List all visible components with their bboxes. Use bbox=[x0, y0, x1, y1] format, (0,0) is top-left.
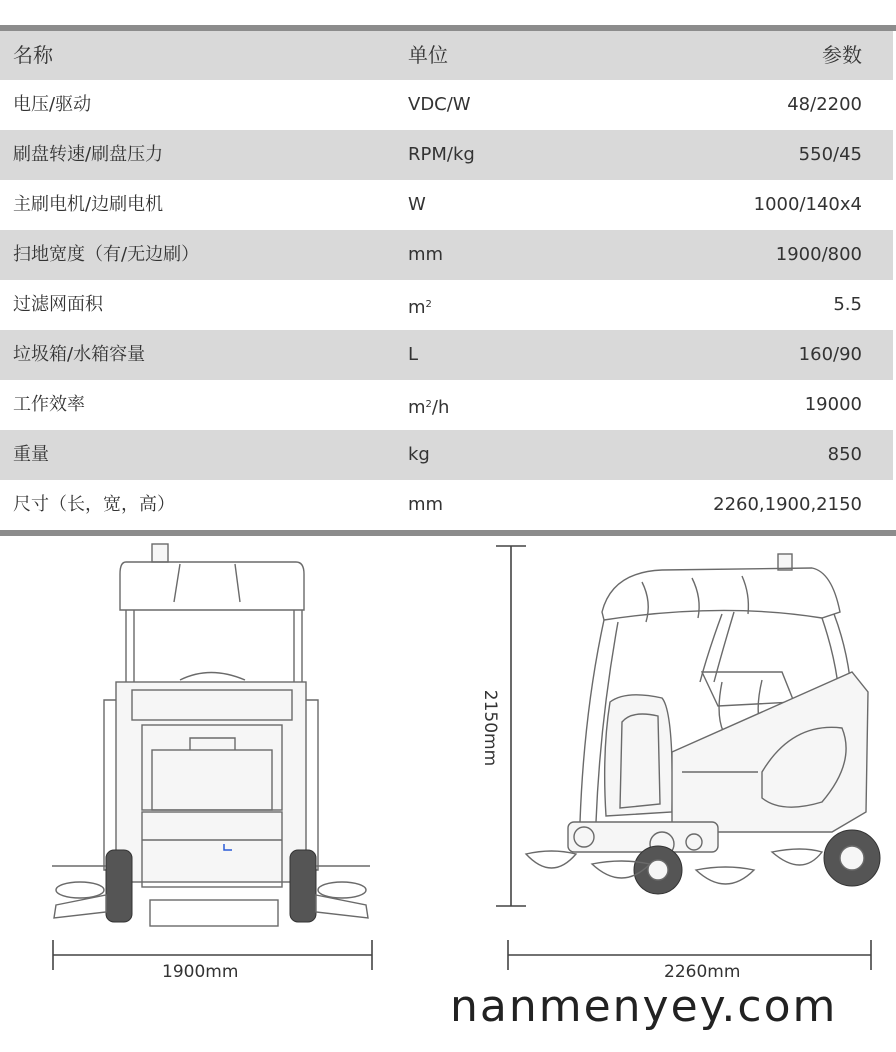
row-value: 1900/800 bbox=[775, 244, 862, 265]
table-row bbox=[0, 230, 893, 280]
header-value: 参数 bbox=[822, 43, 862, 67]
front-width-label: 1900mm bbox=[162, 962, 239, 982]
unit-base: m bbox=[408, 397, 426, 418]
row-value: 850 bbox=[827, 444, 862, 465]
row-name: 电压/驱动 bbox=[13, 94, 92, 115]
table-row bbox=[0, 480, 893, 530]
unit-base: m bbox=[408, 297, 426, 318]
row-value: 550/45 bbox=[798, 144, 862, 165]
row-unit: L bbox=[408, 344, 419, 365]
table-row bbox=[0, 380, 893, 430]
unit-suffix: /h bbox=[431, 397, 450, 418]
row-value: 48/2200 bbox=[787, 94, 862, 115]
row-value: 19000 bbox=[804, 394, 862, 415]
watermark-text: nanmenyey.com bbox=[450, 981, 838, 1032]
table-row bbox=[0, 180, 893, 230]
row-unit: VDC/W bbox=[408, 94, 471, 115]
row-value: 160/90 bbox=[798, 344, 862, 365]
row-name: 重量 bbox=[13, 444, 49, 465]
row-name: 尺寸（长，宽，高） bbox=[13, 494, 175, 515]
spec-table bbox=[0, 31, 893, 530]
table-row bbox=[0, 430, 893, 480]
row-value: 1000/140x4 bbox=[753, 194, 862, 215]
table-header-row bbox=[0, 31, 893, 80]
unit-superscript: 2 bbox=[425, 399, 432, 410]
side-height-label: 2150mm bbox=[480, 689, 500, 767]
row-name: 主刷电机/边刷电机 bbox=[13, 194, 164, 215]
table-row bbox=[0, 330, 893, 380]
row-unit: kg bbox=[408, 444, 430, 465]
row-unit: W bbox=[408, 194, 426, 215]
row-unit bbox=[408, 380, 449, 433]
table-row bbox=[0, 280, 893, 330]
table-row bbox=[0, 130, 893, 180]
row-unit: RPM/kg bbox=[408, 144, 475, 165]
row-name: 过滤网面积 bbox=[13, 294, 103, 315]
row-unit: mm bbox=[408, 494, 444, 515]
row-unit: mm bbox=[408, 244, 444, 265]
row-name: 刷盘转速/刷盘压力 bbox=[13, 144, 164, 165]
table-bottom-rule bbox=[0, 530, 896, 536]
table-row bbox=[0, 80, 893, 130]
front-view-drawing bbox=[40, 540, 390, 940]
header-unit: 单位 bbox=[408, 43, 448, 67]
row-value: 5.5 bbox=[833, 294, 862, 315]
row-value: 2260,1900,2150 bbox=[713, 494, 862, 515]
side-length-label: 2260mm bbox=[664, 962, 741, 982]
header-name: 名称 bbox=[13, 43, 53, 67]
unit-superscript: 2 bbox=[425, 299, 432, 310]
row-name: 垃圾箱/水箱容量 bbox=[13, 344, 146, 365]
row-name: 扫地宽度（有/无边刷） bbox=[13, 244, 200, 265]
row-unit bbox=[408, 280, 432, 333]
side-view-drawing bbox=[522, 552, 884, 912]
row-name: 工作效率 bbox=[13, 394, 85, 415]
